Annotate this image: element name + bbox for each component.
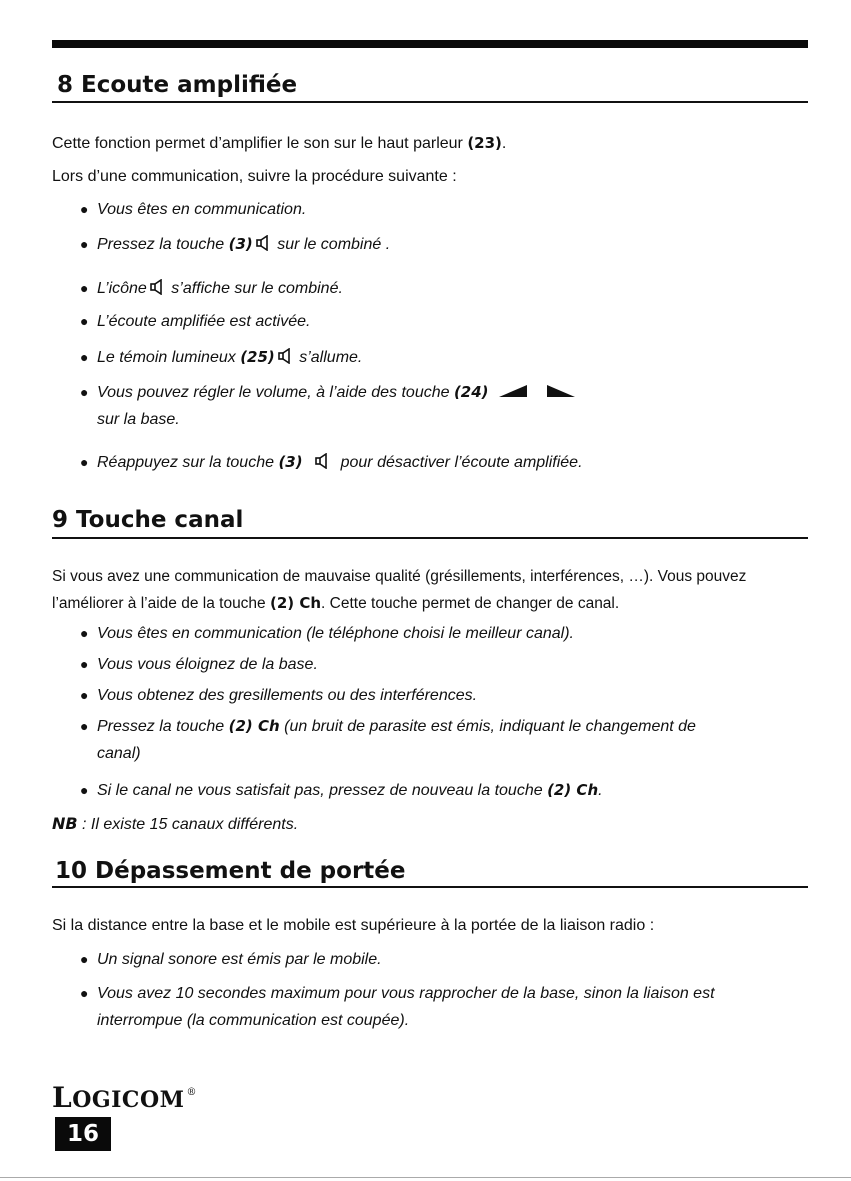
list-item: ● L’écoute amplifiée est activée.: [80, 313, 311, 330]
speaker-icon: [315, 451, 329, 478]
nb-note: NB : Il existe 15 canaux différents.: [52, 814, 299, 833]
list-item: ● Pressez la touche (2) Ch (un bruit de parasite est émis, indiquant le changement de canal): [80, 717, 696, 762]
section-10-rule: [52, 886, 808, 888]
bottom-rule: [0, 1177, 851, 1178]
volume-down-triangle-icon: [499, 379, 527, 406]
page-number: 16: [55, 1117, 111, 1151]
section-8-title: 8 Ecoute amplifiée: [57, 72, 298, 98]
section-8-procedure: Lors d’une communication, suivre la procédure suivante :: [52, 168, 457, 185]
list-item: ● Vous êtes en communication (le téléphone choisi le meilleur canal).: [80, 625, 574, 642]
section-10-intro: Si la distance entre la base et le mobile est supérieure à la portée de la liaison radio :: [52, 917, 655, 934]
list-item: ● Pressez la touche (3) sur le combiné .: [80, 231, 770, 260]
speaker-icon: [278, 346, 292, 373]
list-item: ● Vous avez 10 secondes maximum pour vous rapprocher de la base, sinon la liaison est interrompue (la communication est coupée).: [80, 985, 715, 1029]
section-9-intro: Si vous avez une communication de mauvaise qualité (grésillements, interférences, …). Vous pouvez l’améliorer à l’aide de la touche (2) Ch. Cette touche permet de changer de canal.: [52, 568, 747, 612]
top-rule: [52, 40, 808, 48]
section-8-intro: Cette fonction permet d’amplifier le son sur le haut parleur (23).: [52, 134, 507, 152]
brand-logo: LOGICOM ®: [52, 1081, 197, 1114]
volume-up-triangle-icon: [547, 379, 575, 406]
section-8-rule: [52, 101, 808, 103]
speaker-icon: [256, 233, 270, 260]
list-item: ● Le témoin lumineux (25) s’allume.: [80, 344, 770, 373]
section-9-title: 9 Touche canal: [52, 507, 244, 533]
section-10-title: 10 Dépassement de portée: [55, 858, 406, 884]
speaker-icon: [150, 277, 164, 304]
list-item: ● Vous êtes en communication.: [80, 201, 307, 218]
list-item: ● Vous vous éloignez de la base.: [80, 656, 318, 673]
list-item: ● Un signal sonore est émis par le mobile.: [80, 951, 382, 968]
section-9-rule: [52, 537, 808, 539]
list-item: ● Réappuyez sur la touche (3) pour désactiver l’écoute amplifiée.: [80, 449, 770, 478]
list-item: ● L’icône s’affiche sur le combiné.: [80, 275, 770, 304]
list-item: ● Si le canal ne vous satisfait pas, pressez de nouveau la touche (2) Ch.: [80, 781, 603, 799]
list-item: ● Vous pouvez régler le volume, à l’aide des touche (24) sur la base.: [80, 379, 770, 433]
list-item: ● Vous obtenez des gresillements ou des interférences.: [80, 687, 478, 704]
